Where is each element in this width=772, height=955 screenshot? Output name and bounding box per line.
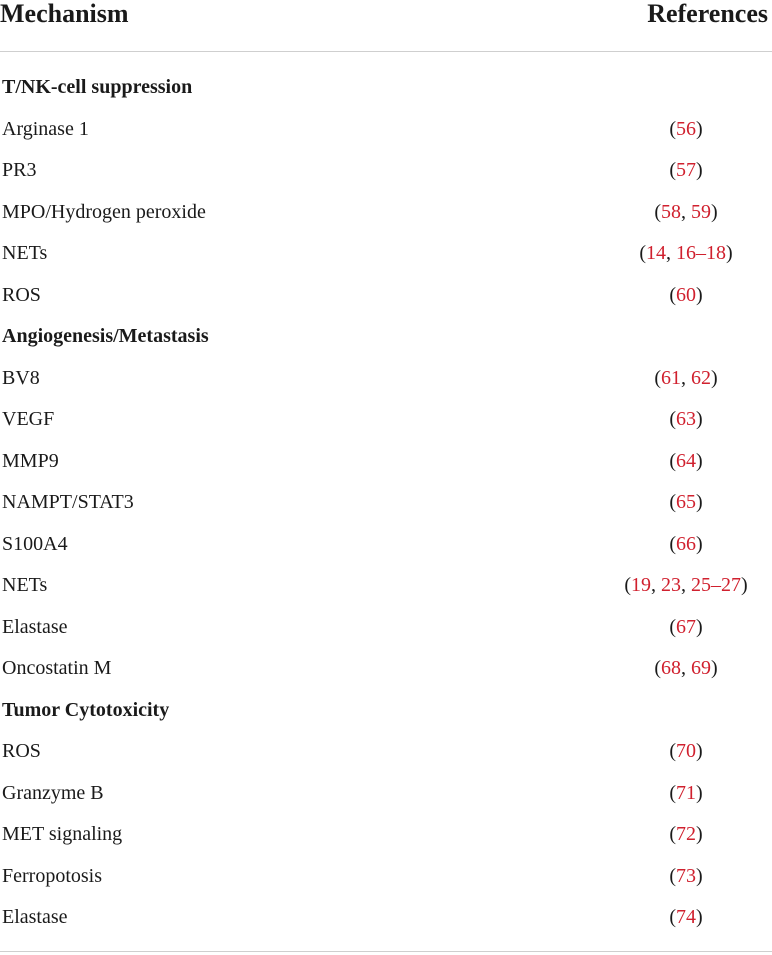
- section-heading: Tumor Cytotoxicity: [2, 699, 170, 721]
- section-row: [0, 72, 772, 102]
- mechanism-cell: VEGF: [2, 408, 55, 430]
- references-cell: (64): [669, 450, 703, 472]
- references-cell: (19, 23, 25–27): [624, 574, 748, 596]
- table-header: [0, 0, 772, 52]
- mechanism-cell: S100A4: [2, 533, 68, 555]
- reference-link[interactable]: 59: [691, 201, 711, 223]
- references-cell: (68, 69): [654, 657, 718, 679]
- mechanism-cell: Elastase: [2, 906, 68, 928]
- references-cell: (72): [669, 823, 703, 845]
- references-cell: (65): [669, 491, 703, 513]
- reference-link[interactable]: 68: [661, 657, 681, 679]
- column-header-references: References: [647, 0, 768, 28]
- table-row: [0, 861, 772, 891]
- mechanism-cell: BV8: [2, 367, 40, 389]
- mechanism-cell: Oncostatin M: [2, 657, 112, 679]
- references-cell: (66): [669, 533, 703, 555]
- references-cell: (63): [669, 408, 703, 430]
- reference-link[interactable]: 74: [676, 906, 696, 928]
- references-cell: (57): [669, 159, 703, 181]
- mechanism-cell: Elastase: [2, 616, 68, 638]
- mechanism-cell: Granzyme B: [2, 782, 104, 804]
- mechanism-cell: ROS: [2, 284, 41, 306]
- table-row: [0, 446, 772, 476]
- reference-link[interactable]: 71: [676, 782, 696, 804]
- reference-link[interactable]: 19: [631, 574, 651, 596]
- references-cell: (73): [669, 865, 703, 887]
- references-cell: (14, 16–18): [639, 242, 733, 264]
- table-row: [0, 902, 772, 932]
- table-row: [0, 363, 772, 393]
- references-cell: (74): [669, 906, 703, 928]
- mechanism-cell: NETs: [2, 574, 48, 596]
- reference-link[interactable]: 25–27: [691, 574, 741, 596]
- table-row: [0, 612, 772, 642]
- references-cell: (58, 59): [654, 201, 718, 223]
- table-row: [0, 529, 772, 559]
- reference-link[interactable]: 72: [676, 823, 696, 845]
- mechanism-cell: NETs: [2, 242, 48, 264]
- reference-link[interactable]: 61: [661, 367, 681, 389]
- reference-link[interactable]: 60: [676, 284, 696, 306]
- table-row: [0, 114, 772, 144]
- references-cell: (67): [669, 616, 703, 638]
- reference-link[interactable]: 57: [676, 159, 696, 181]
- reference-link[interactable]: 67: [676, 616, 696, 638]
- section-heading: T/NK-cell suppression: [2, 76, 193, 98]
- references-cell: (71): [669, 782, 703, 804]
- table-row: [0, 736, 772, 766]
- table-row: [0, 778, 772, 808]
- section-heading: Angiogenesis/Metastasis: [2, 325, 209, 347]
- reference-link[interactable]: 64: [676, 450, 696, 472]
- mechanism-cell: PR3: [2, 159, 37, 181]
- mechanism-cell: ROS: [2, 740, 41, 762]
- reference-link[interactable]: 58: [661, 201, 681, 223]
- table-row: [0, 404, 772, 434]
- table-row: [0, 819, 772, 849]
- mechanism-cell: MET signaling: [2, 823, 123, 845]
- column-header-mechanism: Mechanism: [0, 0, 129, 28]
- reference-link[interactable]: 62: [691, 367, 711, 389]
- references-cell: (70): [669, 740, 703, 762]
- table-row: [0, 238, 772, 268]
- mechanism-cell: MPO/Hydrogen peroxide: [2, 201, 206, 223]
- references-cell: (56): [669, 118, 703, 140]
- mechanism-cell: NAMPT/STAT3: [2, 491, 134, 513]
- references-cell: (60): [669, 284, 703, 306]
- table-row: [0, 197, 772, 227]
- table-row: [0, 570, 772, 600]
- table-row: [0, 653, 772, 683]
- section-row: [0, 695, 772, 725]
- section-row: [0, 321, 772, 351]
- reference-link[interactable]: 56: [676, 118, 696, 140]
- reference-link[interactable]: 70: [676, 740, 696, 762]
- references-cell: (61, 62): [654, 367, 718, 389]
- reference-link[interactable]: 65: [676, 491, 696, 513]
- bottom-rule: [0, 951, 772, 952]
- reference-link[interactable]: 66: [676, 533, 696, 555]
- reference-link[interactable]: 23: [661, 574, 681, 596]
- mechanism-cell: MMP9: [2, 450, 59, 472]
- mechanism-cell: Ferropotosis: [2, 865, 102, 887]
- reference-link[interactable]: 69: [691, 657, 711, 679]
- reference-link[interactable]: 14: [646, 242, 666, 264]
- reference-link[interactable]: 73: [676, 865, 696, 887]
- mechanism-cell: Arginase 1: [2, 118, 89, 140]
- reference-link[interactable]: 16–18: [676, 242, 726, 264]
- table-row: [0, 280, 772, 310]
- table-row: [0, 487, 772, 517]
- reference-link[interactable]: 63: [676, 408, 696, 430]
- table-row: [0, 155, 772, 185]
